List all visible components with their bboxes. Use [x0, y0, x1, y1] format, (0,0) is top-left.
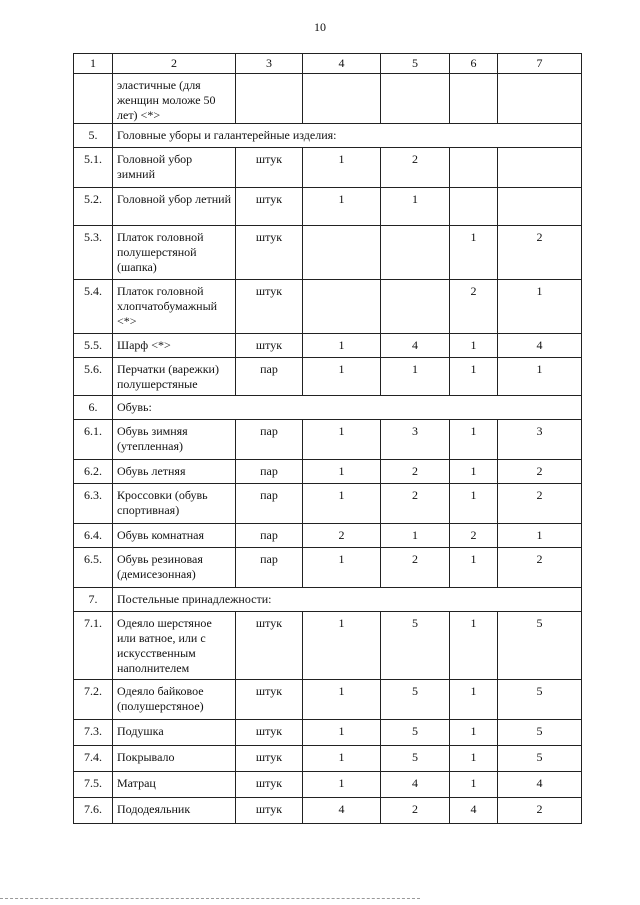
item-name: эластичные (для женщин моложе 50 лет) <*> — [113, 74, 236, 124]
page-number: 10 — [314, 20, 326, 34]
item-name: Обувь летняя — [113, 460, 236, 484]
table-body — [74, 54, 582, 824]
section-row — [74, 124, 582, 148]
table-row — [74, 74, 582, 124]
value-col7: 2 — [498, 484, 582, 524]
value-col4: 1 — [303, 148, 381, 188]
table-row — [74, 420, 582, 460]
row-number — [74, 74, 113, 124]
item-name: Головной убор зимний — [113, 148, 236, 188]
table-row — [74, 548, 582, 588]
value-col4: 4 — [303, 798, 381, 824]
row-number: 6.3. — [74, 484, 113, 524]
value-col6: 1 — [450, 460, 498, 484]
value-col4: 1 — [303, 612, 381, 680]
table-row — [74, 720, 582, 746]
value-col7: 4 — [498, 334, 582, 358]
table-row — [74, 772, 582, 798]
unit-cell: штук — [236, 188, 303, 226]
value-col4 — [303, 280, 381, 334]
item-name: Платок головной полушерстяной (шапка) — [113, 226, 236, 280]
row-number: 7.1. — [74, 612, 113, 680]
row-number: 6.1. — [74, 420, 113, 460]
scan-artifact-line — [0, 898, 420, 899]
item-name: Одеяло байковое (полушерстяное) — [113, 680, 236, 720]
unit-cell: пар — [236, 548, 303, 588]
row-number: 7. — [74, 588, 113, 612]
value-col6 — [450, 148, 498, 188]
item-name: Одеяло шерстяное или ватное, или с искусственным наполнителем — [113, 612, 236, 680]
item-name: Покрывало — [113, 746, 236, 772]
item-name: Пододеяльник — [113, 798, 236, 824]
table-row — [74, 484, 582, 524]
value-col6 — [450, 74, 498, 124]
unit-cell: штук — [236, 798, 303, 824]
unit-cell: пар — [236, 524, 303, 548]
row-number: 7.5. — [74, 772, 113, 798]
value-col4: 1 — [303, 188, 381, 226]
row-number: 6.4. — [74, 524, 113, 548]
value-col5: 1 — [381, 524, 450, 548]
value-col7: 4 — [498, 772, 582, 798]
value-col7: 2 — [498, 798, 582, 824]
value-col4: 1 — [303, 334, 381, 358]
table-row — [74, 148, 582, 188]
value-col7: 2 — [498, 460, 582, 484]
value-col6: 1 — [450, 226, 498, 280]
table-row — [74, 798, 582, 824]
value-col7: 5 — [498, 680, 582, 720]
norms-table — [73, 53, 582, 824]
value-col4: 1 — [303, 460, 381, 484]
row-number: 6.5. — [74, 548, 113, 588]
value-col5: 5 — [381, 746, 450, 772]
section-row — [74, 396, 582, 420]
table-row — [74, 358, 582, 396]
unit-cell: пар — [236, 358, 303, 396]
value-col5: 2 — [381, 548, 450, 588]
table-row — [74, 612, 582, 680]
unit-cell: штук — [236, 720, 303, 746]
value-col6: 1 — [450, 420, 498, 460]
value-col7 — [498, 148, 582, 188]
row-number: 6.2. — [74, 460, 113, 484]
unit-cell: штук — [236, 746, 303, 772]
value-col4: 1 — [303, 772, 381, 798]
item-name: Перчатки (варежки) полушерстяные — [113, 358, 236, 396]
table-header-row — [74, 54, 582, 74]
value-col4: 1 — [303, 720, 381, 746]
value-col6 — [450, 188, 498, 226]
value-col5: 2 — [381, 460, 450, 484]
section-title: Головные уборы и галантерейные изделия: — [113, 124, 582, 148]
table-row — [74, 280, 582, 334]
item-name: Обувь резиновая (демисезонная) — [113, 548, 236, 588]
value-col7 — [498, 188, 582, 226]
column-header: 5 — [381, 54, 450, 74]
row-number: 7.4. — [74, 746, 113, 772]
value-col7: 5 — [498, 612, 582, 680]
value-col4: 1 — [303, 420, 381, 460]
value-col5 — [381, 280, 450, 334]
unit-cell: пар — [236, 420, 303, 460]
value-col6: 1 — [450, 772, 498, 798]
unit-cell: штук — [236, 226, 303, 280]
row-number: 5.2. — [74, 188, 113, 226]
value-col5: 2 — [381, 798, 450, 824]
row-number: 7.3. — [74, 720, 113, 746]
value-col5 — [381, 74, 450, 124]
value-col7: 3 — [498, 420, 582, 460]
value-col6: 1 — [450, 746, 498, 772]
item-name: Шарф <*> — [113, 334, 236, 358]
value-col6: 1 — [450, 484, 498, 524]
unit-cell: штук — [236, 148, 303, 188]
value-col5: 5 — [381, 612, 450, 680]
value-col4: 1 — [303, 358, 381, 396]
section-title: Постельные принадлежности: — [113, 588, 582, 612]
column-header: 3 — [236, 54, 303, 74]
value-col4: 1 — [303, 680, 381, 720]
value-col5: 1 — [381, 188, 450, 226]
value-col4: 1 — [303, 746, 381, 772]
row-number: 7.2. — [74, 680, 113, 720]
value-col6: 1 — [450, 334, 498, 358]
section-title: Обувь: — [113, 396, 582, 420]
table-row — [74, 746, 582, 772]
row-number: 6. — [74, 396, 113, 420]
item-name: Кроссовки (обувь спортивная) — [113, 484, 236, 524]
value-col7: 2 — [498, 226, 582, 280]
row-number: 5.4. — [74, 280, 113, 334]
unit-cell: штук — [236, 612, 303, 680]
unit-cell: штук — [236, 334, 303, 358]
value-col6: 2 — [450, 524, 498, 548]
column-header: 7 — [498, 54, 582, 74]
table-row — [74, 524, 582, 548]
unit-cell: пар — [236, 484, 303, 524]
row-number: 5.3. — [74, 226, 113, 280]
value-col5: 2 — [381, 484, 450, 524]
value-col5: 2 — [381, 148, 450, 188]
value-col5: 1 — [381, 358, 450, 396]
item-name: Матрац — [113, 772, 236, 798]
table-row — [74, 226, 582, 280]
row-number: 5.5. — [74, 334, 113, 358]
value-col7: 1 — [498, 358, 582, 396]
item-name: Подушка — [113, 720, 236, 746]
unit-cell: штук — [236, 280, 303, 334]
value-col6: 1 — [450, 680, 498, 720]
value-col5: 5 — [381, 720, 450, 746]
unit-cell — [236, 74, 303, 124]
value-col7: 5 — [498, 746, 582, 772]
value-col6: 4 — [450, 798, 498, 824]
section-row — [74, 588, 582, 612]
unit-cell: штук — [236, 772, 303, 798]
column-header: 2 — [113, 54, 236, 74]
value-col5: 3 — [381, 420, 450, 460]
row-number: 5. — [74, 124, 113, 148]
column-header: 6 — [450, 54, 498, 74]
value-col5: 4 — [381, 772, 450, 798]
value-col4: 2 — [303, 524, 381, 548]
unit-cell: пар — [236, 460, 303, 484]
column-header: 1 — [74, 54, 113, 74]
value-col4 — [303, 74, 381, 124]
item-name: Головной убор летний — [113, 188, 236, 226]
item-name: Обувь зимняя (утепленная) — [113, 420, 236, 460]
item-name: Обувь комнатная — [113, 524, 236, 548]
value-col5 — [381, 226, 450, 280]
value-col6: 1 — [450, 612, 498, 680]
value-col6: 1 — [450, 358, 498, 396]
value-col5: 4 — [381, 334, 450, 358]
value-col6: 1 — [450, 548, 498, 588]
value-col7: 1 — [498, 280, 582, 334]
row-number: 5.1. — [74, 148, 113, 188]
value-col4 — [303, 226, 381, 280]
table-row — [74, 460, 582, 484]
value-col7 — [498, 74, 582, 124]
column-header: 4 — [303, 54, 381, 74]
row-number: 7.6. — [74, 798, 113, 824]
table-row — [74, 680, 582, 720]
value-col4: 1 — [303, 484, 381, 524]
row-number: 5.6. — [74, 358, 113, 396]
value-col6: 2 — [450, 280, 498, 334]
value-col7: 2 — [498, 548, 582, 588]
value-col7: 5 — [498, 720, 582, 746]
value-col7: 1 — [498, 524, 582, 548]
unit-cell: штук — [236, 680, 303, 720]
value-col5: 5 — [381, 680, 450, 720]
value-col6: 1 — [450, 720, 498, 746]
table-row — [74, 334, 582, 358]
item-name: Платок головной хлопчатобумажный <*> — [113, 280, 236, 334]
value-col4: 1 — [303, 548, 381, 588]
table-row — [74, 188, 582, 226]
